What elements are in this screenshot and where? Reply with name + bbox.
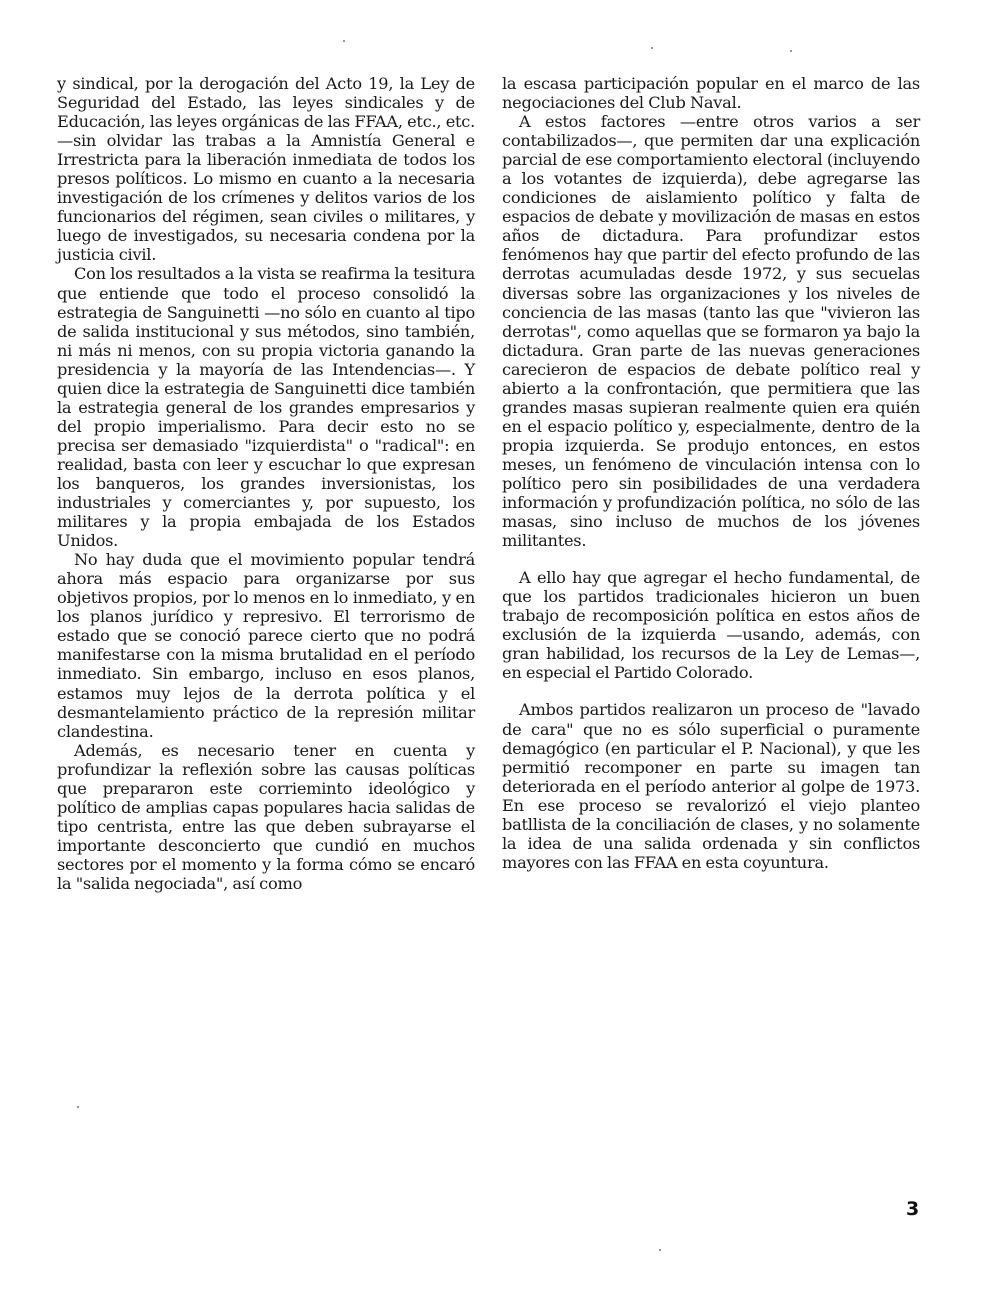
scan-speck (77, 1106, 79, 1108)
paragraph: la escasa participación popular en el marco de las negociaciones del Club Naval. (502, 74, 920, 113)
scan-speck (651, 47, 653, 49)
paragraph: Además, es necesario tener en cuenta y profundizar la reflexión sobre las causas políticas que prepararon este corrieminto ideológico y político de amplias capas populares hacia salidas de tipo centrista, entre las que deben subrayarse el importante desconcierto que cundió en muchos sectores por el momento y la forma cómo se encaró la "salida negociada", así como (57, 740, 475, 893)
scan-speck (790, 50, 792, 52)
paragraph: A estos factores —entre otros varios a ser contabilizados—, que permiten dar una explicación parcial de ese comportamiento electoral (incluyendo a los votantes de izquierda), debe agregarse las condiciones de aislamiento político y falta de espacios de debate y movilización de masas en estos años de dictadura. Para profundizar estos fenómenos hay que partir del efecto profundo de las derrotas acumuladas desde 1972, y sus secuelas diversas sobre las organizaciones y los niveles de conciencia de las masas (tanto las que "vivieron las derrotas", como aquellas que se formaron ya bajo la dictadura. Gran parte de las nuevas generaciones carecieron de espacios de debate político real y abierto a la confrontación, que permitiera que las grandes masas supieran realmente quien era quién en el espacio político y, especialmente, dentro de la propia izquierda. Se produjo entonces, en estos meses, un fenómeno de vinculación intensa con lo político pero sin posibilidades de una verdadera información y profundización política, no sólo de las masas, sino incluso de muchos de los jóvenes militantes. (502, 112, 920, 551)
paragraph: Con los resultados a la vista se reafirma la tesitura que entiende que todo el proceso consolidó la estrategia de Sanguinetti —no sólo en cuanto al tipo de salida institucional y sus métodos, sino también, ni más ni menos, con su propia victoria ganando la presidencia y la mayoría de las Intendencias—. Y quien dice la estrategia de Sanguinetti dice también la estrategia general de los grandes empresarios y del propio imperialismo. Para decir esto no se precisa ser demasiado "izquierdista" o "radical": en realidad, basta con leer y escuchar lo que expresan los banqueros, los grandes inversionistas, los industriales y comerciantes y, por supuesto, los militares y la propia embajada de los Estados Unidos. (57, 264, 475, 551)
scan-speck (659, 1249, 661, 1251)
right-text-column (502, 74, 920, 872)
paragraph: A ello hay que agregar el hecho fundamental, de que los partidos tradicionales hicieron un buen trabajo de recomposición política en estos años de exclusión de la izquierda —usando, además, con gran habilidad, los recursos de la Ley de Lemas—, en especial el Partido Colorado. (502, 568, 920, 683)
scan-speck (343, 40, 345, 42)
paragraph: y sindical, por la derogación del Acto 19, la Ley de Seguridad del Estado, las leyes sindicales y de Educación, las leyes orgánicas de las FFAA, etc., etc. —sin olvidar las trabas a la Amnistía General e Irrestricta para la liberación inmediata de todos los presos políticos. Lo mismo en cuanto a la necesaria investigación de los crímenes y delitos varios de los funcionarios del régimen, sean civiles o militares, y luego de investigados, su necesaria condena por la justicia civil. (57, 74, 475, 265)
page-number: 3 (906, 1198, 920, 1220)
left-text-column (57, 74, 475, 893)
paragraph: Ambos partidos realizaron un proceso de "lavado de cara" que no es sólo superficial o puramente demagógico (en particular el P. Nacional), y que les permitió recomponer en parte su imagen tan deteriorada en el período anterior al golpe de 1973. En ese proceso se revalorizó el viejo planteo batllista de la conciliación de clases, y no solamente la idea de una salida ordenada y sin conflictos mayores con las FFAA en esta coyuntura. (502, 700, 920, 872)
paragraph: No hay duda que el movimiento popular tendrá ahora más espacio para organizarse por sus objetivos propios, por lo menos en lo inmediato, y en los planos jurídico y represivo. El terrorismo de estado que se conoció parece cierto que no podrá manifestarse con la misma brutalidad en el período inmediato. Sin embargo, incluso en esos planos, estamos muy lejos de la derrota política y el desmantelamiento práctico de la represión militar clandestina. (57, 550, 475, 741)
